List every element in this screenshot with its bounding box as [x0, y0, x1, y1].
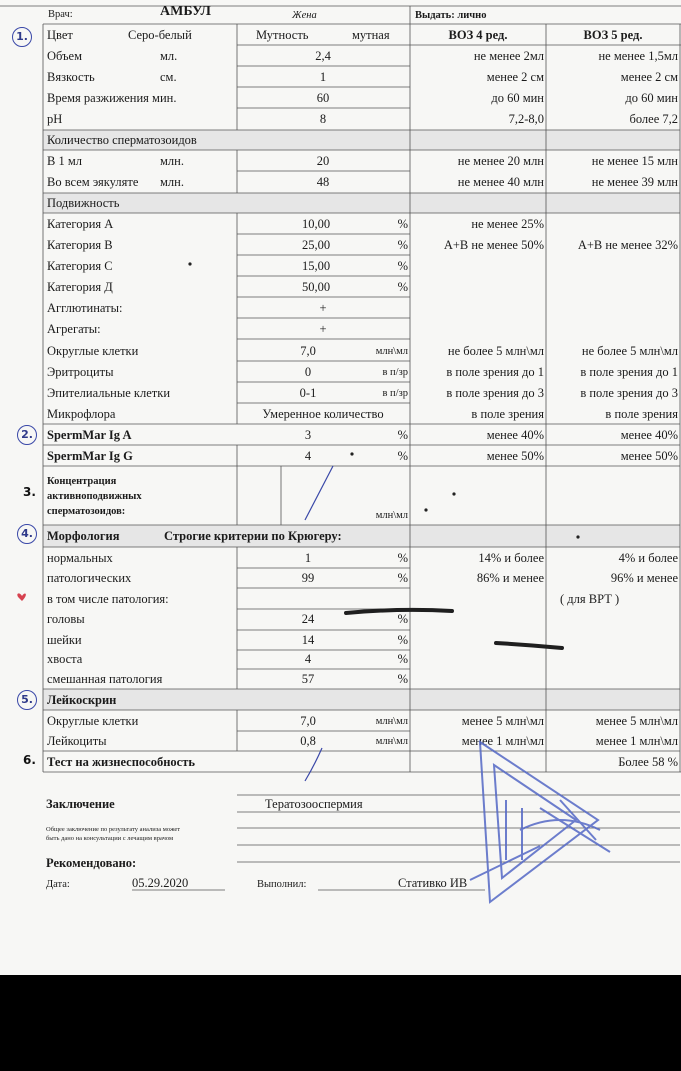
liquefaction-label: Время разжижения мин. — [47, 91, 177, 105]
category-d-unit: % — [397, 280, 408, 294]
ph-who5: более 7,2 — [629, 112, 678, 126]
category-a-label: Категория А — [47, 217, 114, 231]
mar-iga-unit: % — [397, 428, 408, 442]
category-c-label: Категория С — [47, 259, 113, 273]
total-unit: млн. — [160, 175, 184, 189]
concentration-line3: сперматозоидов: — [47, 506, 126, 517]
leukoscreen-title: Лейкоскрин — [47, 693, 117, 707]
total-label: Во всем эякуляте — [47, 175, 139, 189]
pathological-forms-who4: 86% и менее — [476, 571, 544, 585]
mar-iga-who4: менее 40% — [486, 428, 544, 442]
who4-header: ВОЗ 4 ред. — [448, 28, 508, 42]
per-ml-who4: не менее 20 млн — [457, 154, 544, 168]
conclusion-note-line2: быть дано на консультации с лечащим врачом — [46, 835, 174, 842]
recommended-label: Рекомендовано: — [46, 856, 137, 870]
category-c-value: 15,00 — [301, 259, 331, 273]
viability-label: Тест на жизнеспособность — [47, 755, 195, 769]
leukocytes-who5: менее 1 млн\мл — [595, 734, 678, 748]
tail-defects-value: 4 — [304, 652, 312, 666]
turbidity-value: мутная — [352, 28, 390, 42]
tail-defects-label: хвоста — [47, 652, 83, 666]
round-cells-value: 7,0 — [300, 344, 316, 358]
epithelial-unit: в п/зр — [382, 388, 408, 399]
morphology-title: Морфология — [47, 529, 120, 543]
mixed-defects-unit: % — [397, 672, 408, 686]
count-section-title: Количество сперматозоидов — [47, 133, 197, 147]
epithelial-label: Эпителиальные клетки — [47, 386, 171, 400]
neck-defects-value: 14 — [301, 633, 315, 647]
concentration-line2: активноподвижных — [47, 491, 142, 502]
volume-who4: не менее 2мл — [473, 49, 544, 63]
neck-defects-label: шейки — [47, 633, 82, 647]
epithelial-value: 0-1 — [299, 386, 317, 400]
category-b-value: 25,00 — [301, 238, 331, 252]
mar-iga-who5: менее 40% — [620, 428, 678, 442]
concentration-line1: Концентрация — [47, 476, 117, 487]
epithelial-who5: в поле зрения до 3 — [580, 386, 678, 400]
erythrocytes-label: Эритроциты — [47, 365, 114, 379]
liquefaction-value: 60 — [316, 91, 330, 105]
erythrocytes-who5: в поле зрения до 1 — [580, 365, 678, 379]
date-label: Дата: — [46, 879, 70, 890]
color-value: Серо-белый — [128, 28, 192, 42]
mar-igg-who5: менее 50% — [620, 449, 678, 463]
mar-igg-unit: % — [397, 449, 408, 463]
date-value: 05.29.2020 — [132, 876, 189, 890]
normal-forms-label: нормальных — [47, 551, 113, 565]
marker-5: 5. — [17, 690, 37, 710]
ivf-note: ( для ВРТ ) — [560, 592, 620, 606]
microflora-label: Микрофлора — [47, 407, 116, 421]
tail-defects-unit: % — [397, 652, 408, 666]
microflora-who4: в поле зрения — [471, 407, 544, 421]
marker-4: 4. — [17, 524, 37, 544]
marker-3: 3. — [23, 485, 36, 499]
head-defects-value: 24 — [301, 612, 315, 626]
doctor-value: АМБУЛ — [160, 4, 211, 19]
normal-forms-value: 1 — [304, 551, 312, 565]
volume-value: 2,4 — [315, 49, 331, 63]
ph-who4: 7,2-8,0 — [508, 112, 544, 126]
marker-6: 6. — [23, 753, 36, 767]
doctor-label: Врач: — [48, 9, 73, 20]
performed-label: Выполнил: — [257, 879, 307, 890]
liquefaction-who4: до 60 мин — [491, 91, 544, 105]
leuko-round-cells-label: Округлые клетки — [47, 714, 139, 728]
viscosity-label: Вязкость — [47, 70, 95, 84]
leukocytes-label: Лейкоциты — [47, 734, 107, 748]
pathology-label: в том числе патология: — [47, 592, 169, 606]
round-cells-who5: не более 5 млн\мл — [581, 344, 678, 358]
viscosity-value: 1 — [319, 70, 327, 84]
per-ml-label: В 1 мл — [47, 154, 82, 168]
volume-unit: мл. — [160, 49, 178, 63]
category-b-who4: А+В не менее 50% — [443, 238, 544, 252]
agglutinates-value: + — [319, 301, 327, 315]
conclusion-label: Заключение — [46, 797, 115, 811]
viscosity-unit: см. — [160, 70, 177, 84]
marker-1: 1. — [12, 27, 32, 47]
ph-value: 8 — [319, 112, 327, 126]
total-who4: не менее 40 млн — [457, 175, 544, 189]
category-a-value: 10,00 — [301, 217, 331, 231]
aggregates-label: Агрегаты: — [47, 322, 101, 336]
motility-section-title: Подвижность — [47, 196, 120, 210]
total-value: 48 — [316, 175, 330, 189]
round-cells-label: Округлые клетки — [47, 344, 139, 358]
color-label: Цвет — [47, 28, 73, 42]
round-cells-unit: млн\мл — [375, 346, 408, 357]
mar-igg-who4: менее 50% — [486, 449, 544, 463]
morphology-criteria: Строгие критерии по Крюгеру: — [164, 529, 342, 543]
volume-label: Объем — [47, 49, 82, 63]
ph-label: pH — [47, 112, 63, 126]
per-ml-unit: млн. — [160, 154, 184, 168]
mar-igg-label: SpermMar Ig G — [47, 449, 133, 463]
pathological-forms-unit: % — [397, 571, 408, 585]
category-b-unit: % — [397, 238, 408, 252]
mixed-defects-value: 57 — [301, 672, 315, 686]
normal-forms-who5: 4% и более — [618, 551, 678, 565]
wife-label: Жена — [292, 10, 317, 21]
liquefaction-who5: до 60 мин — [625, 91, 678, 105]
viscosity-who5: менее 2 см — [620, 70, 678, 84]
pathological-forms-value: 99 — [301, 571, 315, 585]
category-b-who5: А+В не менее 32% — [577, 238, 678, 252]
category-b-label: Категория В — [47, 238, 113, 252]
category-d-value: 50,00 — [301, 280, 331, 294]
performed-value: Стативко ИВ — [398, 876, 468, 890]
erythrocytes-who4: в поле зрения до 1 — [446, 365, 544, 379]
agglutinates-label: Агглютинаты: — [47, 301, 123, 315]
head-defects-label: головы — [47, 612, 85, 626]
leukocytes-who4: менее 1 млн\мл — [461, 734, 544, 748]
leukocytes-unit: млн\мл — [375, 736, 408, 747]
erythrocytes-value: 0 — [304, 365, 312, 379]
per-ml-who5: не менее 15 млн — [591, 154, 678, 168]
pathological-forms-label: патологических — [47, 571, 132, 585]
category-c-unit: % — [397, 259, 408, 273]
epithelial-who4: в поле зрения до 3 — [446, 386, 544, 400]
leuko-round-cells-unit: млн\мл — [375, 716, 408, 727]
neck-defects-unit: % — [397, 633, 408, 647]
microflora-who5: в поле зрения — [605, 407, 678, 421]
volume-who5: не менее 1,5мл — [598, 49, 678, 63]
round-cells-who4: не более 5 млн\мл — [447, 344, 544, 358]
turbidity-label: Мутность — [256, 28, 309, 42]
per-ml-value: 20 — [316, 154, 330, 168]
mar-iga-value: 3 — [304, 428, 312, 442]
who5-header: ВОЗ 5 ред. — [583, 28, 643, 42]
normal-forms-unit: % — [397, 551, 408, 565]
category-d-label: Категория Д — [47, 280, 113, 294]
mixed-defects-label: смешанная патология — [47, 672, 163, 686]
concentration-unit: млн\мл — [375, 510, 408, 521]
mar-igg-value: 4 — [304, 449, 312, 463]
erythrocytes-unit: в п/зр — [382, 367, 408, 378]
head-defects-unit: % — [397, 612, 408, 626]
leuko-round-cells-who4: менее 5 млн\мл — [461, 714, 544, 728]
aggregates-value: + — [319, 322, 327, 336]
conclusion-value: Тератозооспермия — [265, 797, 363, 811]
viability-who5: Более 58 % — [618, 755, 678, 769]
total-who5: не менее 39 млн — [591, 175, 678, 189]
normal-forms-who4: 14% и более — [478, 551, 544, 565]
category-a-unit: % — [397, 217, 408, 231]
leuko-round-cells-value: 7,0 — [300, 714, 316, 728]
leukocytes-value: 0,8 — [300, 734, 316, 748]
marker-2: 2. — [17, 425, 37, 445]
leuko-round-cells-who5: менее 5 млн\мл — [595, 714, 678, 728]
microflora-value: Умеренное количество — [262, 407, 384, 421]
issue-label: Выдать: лично — [415, 10, 487, 21]
pathological-forms-who5: 96% и менее — [610, 571, 678, 585]
mar-iga-label: SpermMar Ig A — [47, 428, 132, 442]
conclusion-note-line1: Общее заключение по результату анализа может — [46, 826, 181, 833]
viscosity-who4: менее 2 см — [486, 70, 544, 84]
category-a-who4: не менее 25% — [471, 217, 544, 231]
